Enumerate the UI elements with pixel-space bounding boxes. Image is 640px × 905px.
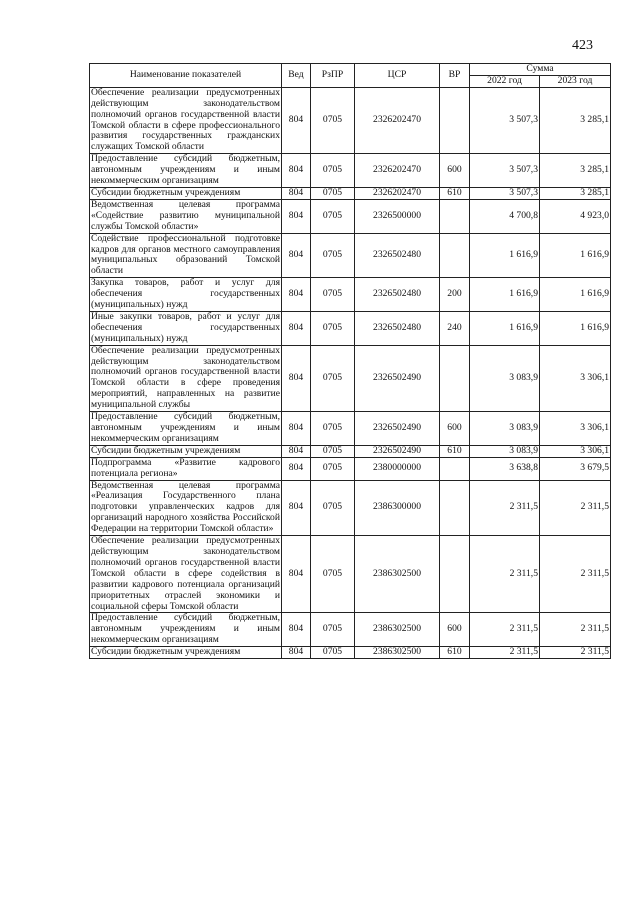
row-rzpr: 0705 <box>311 311 355 345</box>
row-csr: 2326502480 <box>355 233 440 278</box>
row-sum-2023: 2 311,5 <box>540 536 611 613</box>
row-name: Закупка товаров, работ и услуг для обеспечения государственных (муниципальных) нужд <box>91 277 280 311</box>
budget-table <box>89 63 611 659</box>
row-ved: 804 <box>282 613 311 647</box>
row-sum-2022: 3 507,3 <box>470 187 540 199</box>
row-csr: 2326502480 <box>355 278 440 312</box>
row-csr: 2326500000 <box>355 199 440 233</box>
row-vr: 240 <box>440 311 470 345</box>
row-csr: 2326502490 <box>355 445 440 457</box>
table-row <box>90 199 611 233</box>
row-vr: 610 <box>440 647 470 659</box>
row-sum-2023: 1 616,9 <box>540 233 611 278</box>
row-ved: 804 <box>282 154 311 188</box>
row-sum-2023: 3 285,1 <box>540 154 611 188</box>
row-sum-2022: 4 700,8 <box>470 199 540 233</box>
row-sum-2023: 3 306,1 <box>540 345 611 411</box>
row-ved: 804 <box>282 199 311 233</box>
row-csr: 2326502480 <box>355 311 440 345</box>
table-row <box>90 445 611 457</box>
row-vr <box>440 87 470 153</box>
row-sum-2023: 1 616,9 <box>540 311 611 345</box>
row-sum-2022: 3 083,9 <box>470 345 540 411</box>
row-sum-2022: 2 311,5 <box>470 480 540 536</box>
row-ved: 804 <box>282 445 311 457</box>
row-rzpr: 0705 <box>311 445 355 457</box>
row-rzpr: 0705 <box>311 199 355 233</box>
row-sum-2022: 2 311,5 <box>470 647 540 659</box>
row-rzpr: 0705 <box>311 233 355 278</box>
row-sum-2023: 3 285,1 <box>540 87 611 153</box>
row-csr: 2326202470 <box>355 187 440 199</box>
table-row <box>90 345 611 411</box>
row-csr: 2380000000 <box>355 457 440 480</box>
row-ved: 804 <box>282 536 311 613</box>
row-rzpr: 0705 <box>311 187 355 199</box>
row-sum-2022: 3 638,8 <box>470 457 540 480</box>
header-year-2022: 2022 год <box>470 75 540 87</box>
header-rzpr: РзПР <box>311 64 355 88</box>
row-ved: 804 <box>282 278 311 312</box>
row-rzpr: 0705 <box>311 87 355 153</box>
row-sum-2022: 1 616,9 <box>470 278 540 312</box>
header-year-2023: 2023 год <box>540 75 611 87</box>
row-vr <box>440 199 470 233</box>
row-sum-2023: 2 311,5 <box>540 480 611 536</box>
row-name: Иные закупки товаров, работ и услуг для обеспечения государственных (муниципальных) нужд <box>91 310 280 344</box>
row-vr <box>440 480 470 536</box>
row-csr: 2326202470 <box>355 87 440 153</box>
row-name: Ведомственная целевая программа «Реализация Государственного плана подготовки управленческих кадров для организаций народного хозяйства Российской Федерации на территории Томской области» <box>91 479 280 535</box>
row-sum-2023: 3 285,1 <box>540 187 611 199</box>
row-name: Обеспечение реализации предусмотренных действующим законодательством полномочий органов государственной власти Томской области в сфере профессионального развития государственных гражданских служащих Томской области <box>91 86 280 153</box>
row-rzpr: 0705 <box>311 154 355 188</box>
row-vr <box>440 233 470 278</box>
row-ved: 804 <box>282 457 311 480</box>
row-sum-2023: 4 923,0 <box>540 199 611 233</box>
row-csr: 2386300000 <box>355 480 440 536</box>
row-name: Субсидии бюджетным учреждениям <box>90 187 282 199</box>
row-csr: 2386302500 <box>355 647 440 659</box>
row-csr: 2326202470 <box>355 154 440 188</box>
row-name: Предоставление субсидий бюджетным, автономным учреждениям и иным некоммерческим организациям <box>91 153 280 187</box>
row-name: Предоставление субсидий бюджетным, автономным учреждениям и иным некоммерческим организациям <box>91 411 280 444</box>
row-vr <box>440 345 470 411</box>
row-sum-2023: 3 306,1 <box>540 412 611 446</box>
row-csr: 2386302500 <box>355 536 440 613</box>
row-ved: 804 <box>282 233 311 278</box>
row-sum-2022: 3 507,3 <box>470 154 540 188</box>
row-ved: 804 <box>282 87 311 153</box>
row-vr: 600 <box>440 613 470 647</box>
row-ved: 804 <box>282 412 311 446</box>
row-name: Предоставление субсидий бюджетным, автономным учреждениям и иным некоммерческим организациям <box>91 612 280 646</box>
row-name: Содействие профессиональной подготовке кадров для органов местного самоуправления муниципальных образований Томской области <box>91 232 280 277</box>
table-row <box>90 536 611 613</box>
row-rzpr: 0705 <box>311 345 355 411</box>
table-header-row <box>90 64 611 76</box>
header-ved: Вед <box>282 64 311 88</box>
row-sum-2022: 1 616,9 <box>470 233 540 278</box>
row-sum-2022: 2 311,5 <box>470 613 540 647</box>
row-sum-2023: 1 616,9 <box>540 278 611 312</box>
row-csr: 2386302500 <box>355 613 440 647</box>
row-sum-2023: 2 311,5 <box>540 613 611 647</box>
row-name: Субсидии бюджетным учреждениям <box>90 647 282 659</box>
page-number: 423 <box>572 38 593 53</box>
header-csr: ЦСР <box>355 64 440 88</box>
row-rzpr: 0705 <box>311 278 355 312</box>
row-name: Обеспечение реализации предусмотренных действующим законодательством полномочий органов государственной власти Томской области в сфере проведения мероприятий, направленных на развитие муниципальной службы <box>91 344 280 411</box>
row-rzpr: 0705 <box>311 647 355 659</box>
row-vr <box>440 457 470 480</box>
row-sum-2022: 3 507,3 <box>470 87 540 153</box>
table-row <box>90 187 611 199</box>
table-row <box>90 233 611 278</box>
row-rzpr: 0705 <box>311 457 355 480</box>
header-vr: ВР <box>440 64 470 88</box>
row-rzpr: 0705 <box>311 536 355 613</box>
row-rzpr: 0705 <box>311 480 355 536</box>
row-vr <box>440 536 470 613</box>
table-row <box>90 412 611 446</box>
row-sum-2023: 2 311,5 <box>540 647 611 659</box>
row-sum-2022: 3 083,9 <box>470 412 540 446</box>
table-row <box>90 278 611 312</box>
row-rzpr: 0705 <box>311 412 355 446</box>
row-vr: 610 <box>440 187 470 199</box>
row-vr: 600 <box>440 154 470 188</box>
header-sum: Сумма <box>470 64 611 76</box>
row-ved: 804 <box>282 647 311 659</box>
row-ved: 804 <box>282 345 311 411</box>
row-sum-2022: 3 083,9 <box>470 445 540 457</box>
row-sum-2023: 3 306,1 <box>540 445 611 457</box>
row-csr: 2326502490 <box>355 412 440 446</box>
table-row <box>90 647 611 659</box>
row-vr: 610 <box>440 445 470 457</box>
row-name: Ведомственная целевая программа «Содействие развитию муниципальной службы Томской области» <box>91 198 280 232</box>
row-csr: 2326502490 <box>355 345 440 411</box>
row-sum-2022: 2 311,5 <box>470 536 540 613</box>
table-row <box>90 457 611 480</box>
table-row <box>90 311 611 345</box>
row-sum-2023: 3 679,5 <box>540 457 611 480</box>
row-name: Обеспечение реализации предусмотренных действующим законодательством полномочий органов государственной власти Томской области в сфере содействия в развитии кадрового потенциала организаций приоритетных отраслей экономики и социальной сферы Томской области <box>91 535 280 612</box>
row-vr: 200 <box>440 278 470 312</box>
row-rzpr: 0705 <box>311 613 355 647</box>
header-name: Наименование показателей <box>90 64 282 88</box>
row-name: Субсидии бюджетным учреждениям <box>90 445 282 457</box>
row-sum-2022: 1 616,9 <box>470 311 540 345</box>
row-ved: 804 <box>282 187 311 199</box>
table-row <box>90 154 611 188</box>
table-row <box>90 480 611 536</box>
row-ved: 804 <box>282 311 311 345</box>
row-name: Подпрограмма «Развитие кадрового потенциала региона» <box>91 456 280 479</box>
row-vr: 600 <box>440 412 470 446</box>
table-row <box>90 87 611 153</box>
table-row <box>90 613 611 647</box>
row-ved: 804 <box>282 480 311 536</box>
